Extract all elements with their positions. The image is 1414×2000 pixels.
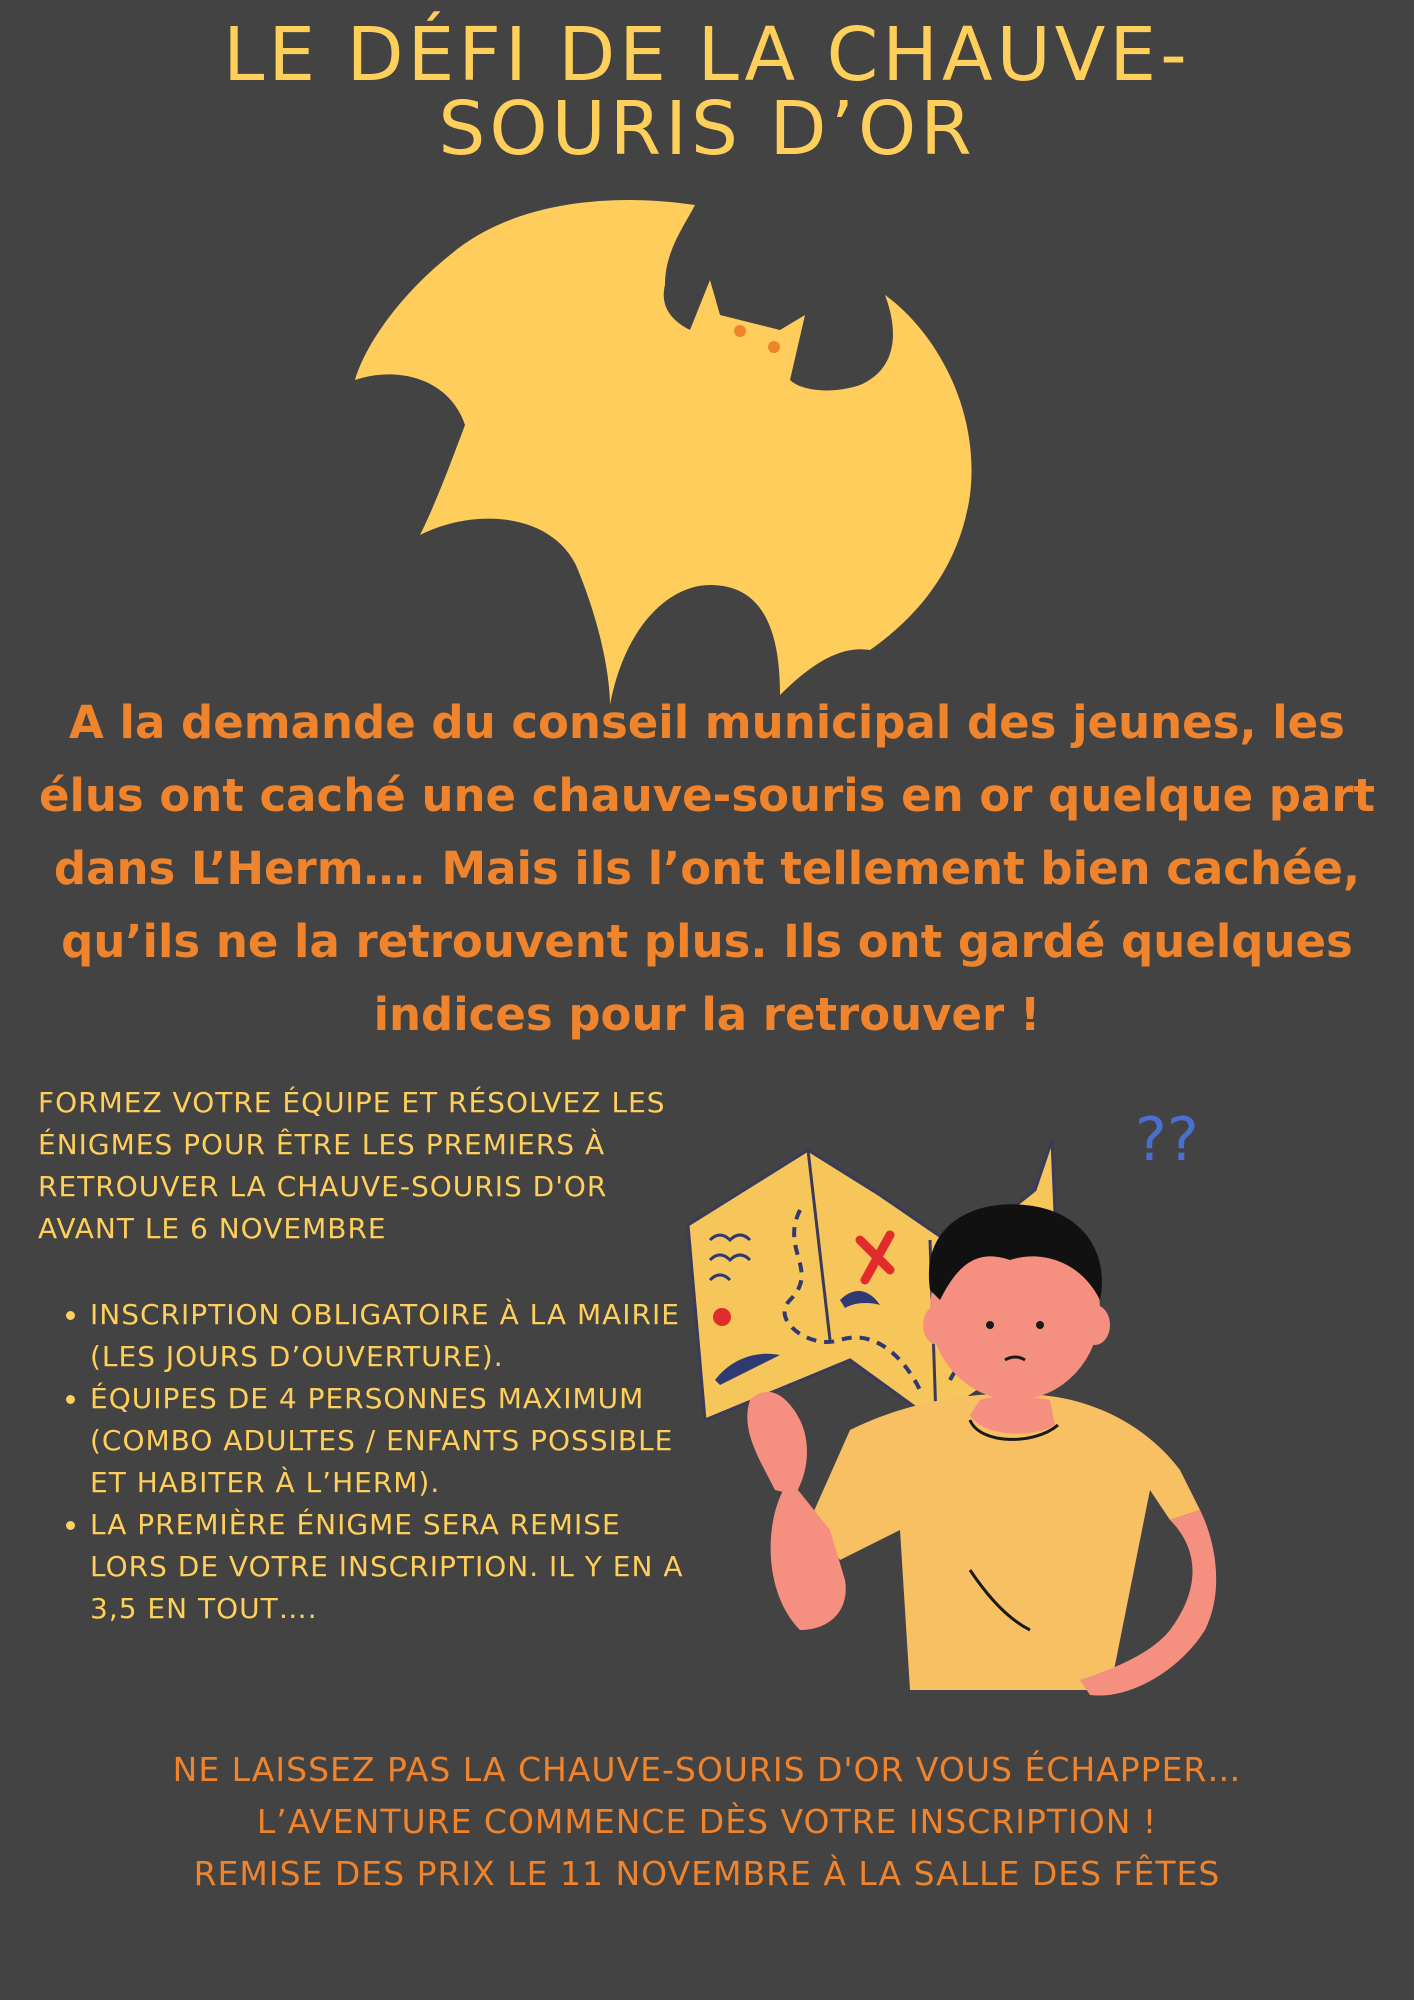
title-line-2: SOURIS D’OR xyxy=(438,86,976,172)
rule-item: • INSCRIPTION OBLIGATOIRE À LA MAIRIE (LES JOURS D’OUVERTURE). xyxy=(90,1294,698,1378)
question-marks-icon: ?? xyxy=(1135,1110,1199,1175)
bat-icon xyxy=(340,195,1040,715)
footer-line-2: L’AVENTURE COMMENCE DÈS VOTRE INSCRIPTION ! xyxy=(256,1802,1158,1841)
rule-item: • ÉQUIPES DE 4 PERSONNES MAXIMUM (COMBO ADULTES / ENFANTS POSSIBLE ET HABITER À L’HERM). xyxy=(90,1378,698,1504)
poster-title xyxy=(0,12,1414,172)
intro-paragraph: A la demande du conseil municipal des jeunes, les élus ont caché une chauve-souris en or quelque part dans L’Herm…. Mais ils l’ont tellement bien cachée, qu’ils ne la retrouvent plus. Ils ont gardé quelques indices pour la retrouver ! xyxy=(38,696,1376,1041)
title-line-1: LE DÉFI DE LA CHAUVE- xyxy=(223,12,1191,98)
footer-line-1: NE LAISSEZ PAS LA CHAUVE-SOURIS D'OR VOUS ÉCHAPPER… xyxy=(172,1750,1242,1789)
details-block xyxy=(38,1082,698,1630)
rule-item: • LA PREMIÈRE ÉNIGME SERA REMISE LORS DE VOTRE INSCRIPTION. IL Y EN A 3,5 EN TOUT…. xyxy=(90,1504,698,1630)
bat-eye-right xyxy=(768,341,780,353)
bat-eye-left xyxy=(734,325,746,337)
person-reading-map-illustration xyxy=(680,1110,1360,1710)
footer-callout xyxy=(0,1744,1414,1900)
rules-list xyxy=(38,1294,698,1630)
footer-line-3: REMISE DES PRIX LE 11 NOVEMBRE À LA SALLE DES FÊTES xyxy=(193,1854,1221,1893)
details-lead: FORMEZ VOTRE ÉQUIPE ET RÉSOLVEZ LES ÉNIGMES POUR ÊTRE LES PREMIERS À RETROUVER LA CHAUVE-SOURIS D'OR AVANT LE 6 NOVEMBRE xyxy=(38,1086,666,1245)
